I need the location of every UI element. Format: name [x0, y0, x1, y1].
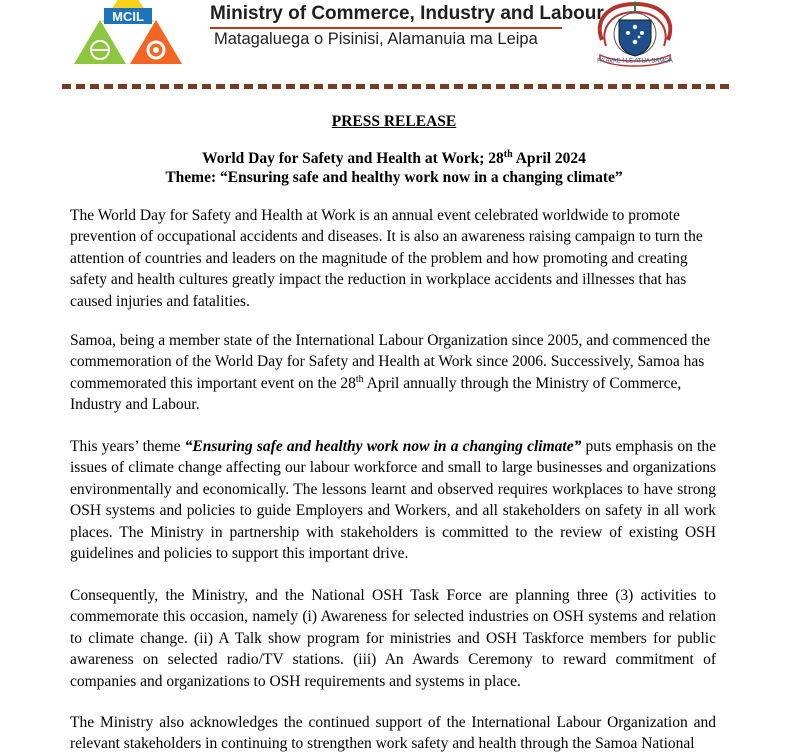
samoa-coat-of-arms	[592, 0, 678, 70]
paragraph-samoa-history-end: April annually through the Ministry of Commerce, Industry and Labour.	[70, 374, 682, 414]
header-divider	[62, 84, 732, 89]
seal-motto: FA'AVAE I LE ATUA SAMOA	[597, 58, 673, 65]
event-title-ordinal: th	[503, 148, 513, 160]
paragraph-acknowledgement: The Ministry also acknowledges the continued support of the International Labour Organization and relevant stakeholders in continuing to strengthen work safety and health through the Samoa National	[70, 714, 716, 753]
letterhead	[0, 0, 788, 96]
paragraph-samoa-history	[70, 330, 716, 416]
paragraph-theme-lead: This years’ theme	[70, 438, 185, 455]
event-title	[0, 150, 788, 168]
theme-line: Theme: “Ensuring safe and healthy work now in a changing climate”	[165, 169, 623, 186]
paragraph-activities: Consequently, the Ministry, and the National OSH Task Force are planning three (3) activities to commemorate this occasion, namely (i) Awareness for selected industries on OSH systems and relation to climate change. (ii) A Talk show program for ministries and OSH Taskforce members for public awareness on selected radio/TV stations. (iii) An Awards Ceremony to reward commitment of companies and organizations to OSH requirements and systems in place.	[70, 587, 716, 690]
event-title-text: World Day for Safety and Health at Work; 28	[202, 150, 504, 167]
event-title-date: April 2024	[512, 150, 586, 167]
ministry-title: Ministry of Commerce, Industry and Labour	[210, 3, 604, 24]
mcil-logo	[66, 0, 190, 66]
paragraph-intro: The World Day for Safety and Health at Work is an annual event celebrated worldwide to promote prevention of occupational accidents and diseases. It is also an awareness raising campaign to turn the attention of countries and leaders on the magnitude of the problem and how promoting and creating safety and health cultures greatly impact the reduction in workplace accidents and illnesses that has caused injuries and fatalities.	[70, 207, 703, 310]
title-underline	[210, 27, 562, 29]
theme-emphasis: “Ensuring safe and healthy work now in a changing climate”	[184, 438, 582, 455]
paragraph-samoa-history-text: Samoa, being a member state of the International Labour Organization since 2005, and commenced the commemoration of the World Day for Safety and Health at Work since 2006. Successively, Samoa has commemorated this important event on the 28	[70, 332, 711, 392]
ordinal-suffix: th	[355, 373, 364, 385]
paragraph-theme-body: puts emphasis on the issues of climate change affecting our labour workforce and small to large businesses and organizations environmentally and economically. The lessons learnt and observed requires workplaces to have strong OSH systems and policies to guide Employers and Workers, and all stakeholders on safety in all work places. The Ministry in partnership with stakeholders is committed to the review of existing OSH guidelines and policies to support this important drive.	[70, 438, 716, 563]
press-release-heading: PRESS RELEASE	[331, 113, 457, 130]
mcil-logo-text: MCIL	[112, 9, 144, 24]
paragraph-theme	[70, 436, 716, 564]
ministry-subtitle: Matagaluega o Pisinisi, Alamanuia ma Leipa	[214, 30, 538, 48]
